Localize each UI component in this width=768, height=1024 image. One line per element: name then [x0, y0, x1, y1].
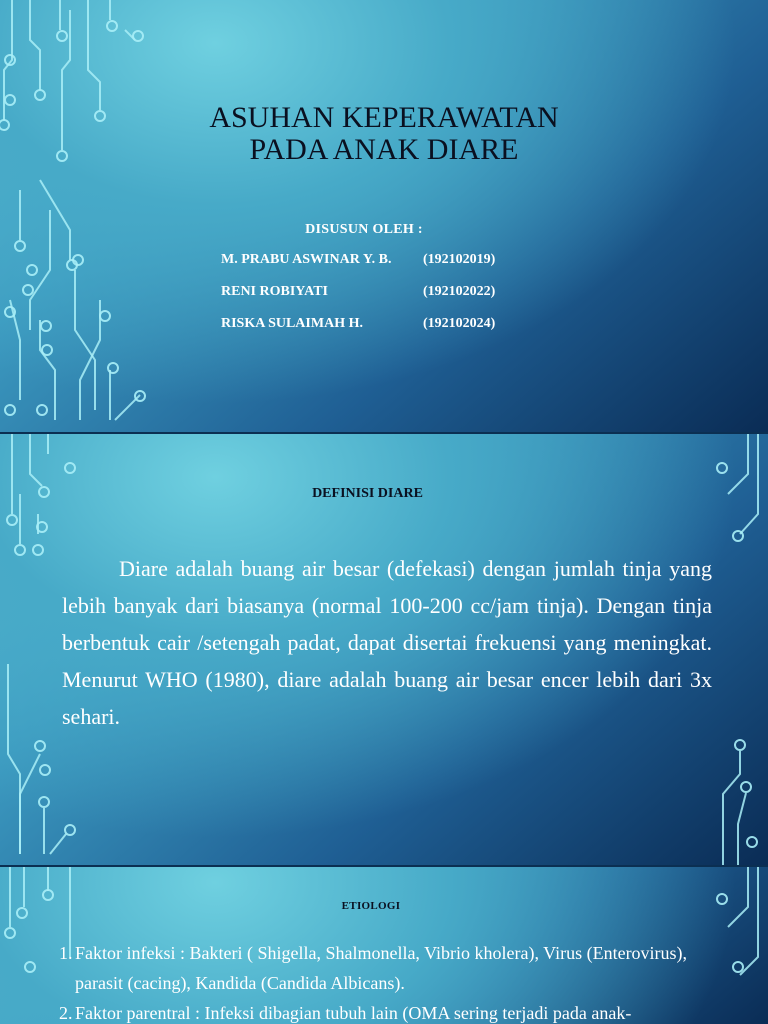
list-item-number: 2. — [59, 1003, 73, 1023]
slide-definition — [0, 434, 768, 865]
author-row — [221, 252, 541, 284]
presentation-title — [0, 102, 768, 166]
definition-text: Diare adalah buang air besar (defekasi) dengan jumlah tinja yang lebih banyak dari biasanya (normal 100-200 cc/jam tinja). Dengan tinja berbentuk cair /setengah padat, dapat disertai frekuensi yang meningkat. Menurut WHO (1980), diare adalah buang air besar encer lebih dari 3x sehari. — [62, 556, 712, 729]
author-name: RISKA SULAIMAH H. — [221, 316, 363, 331]
slide-title — [0, 0, 768, 432]
author-name: M. PRABU ASWINAR Y. B. — [221, 252, 392, 267]
authors-heading: DISUSUN OLEH : — [305, 222, 423, 237]
etiology-heading: ETIOLOGI — [341, 900, 401, 912]
title-line-1: ASUHAN KEPERAWATAN — [209, 101, 559, 134]
author-row — [221, 284, 541, 316]
list-item-number: 1. — [59, 943, 73, 963]
author-id: (192102024) — [423, 316, 496, 331]
definition-heading: DEFINISI DIARE — [312, 486, 423, 501]
list-item-text: Faktor infeksi : Bakteri ( Shigella, Shalmonella, Vibrio kholera), Virus (Enterovirus), parasit (cacing), Kandida (Candida Albicans). — [75, 943, 688, 993]
author-id: (192102019) — [423, 252, 496, 267]
list-item — [59, 938, 729, 998]
list-item-text: Faktor parentral : Infeksi dibagian tubuh lain (OMA sering terjadi pada anak- — [75, 1003, 632, 1023]
etiology-list — [59, 938, 729, 1024]
author-name: RENI ROBIYATI — [221, 284, 328, 299]
list-item — [59, 998, 729, 1024]
authors-list — [221, 252, 541, 348]
author-row — [221, 316, 541, 348]
circuit-decoration-icon — [0, 0, 160, 432]
title-line-2: PADA ANAK DIARE — [249, 133, 519, 166]
slide-etiology — [0, 867, 768, 1024]
author-id: (192102022) — [423, 284, 496, 299]
